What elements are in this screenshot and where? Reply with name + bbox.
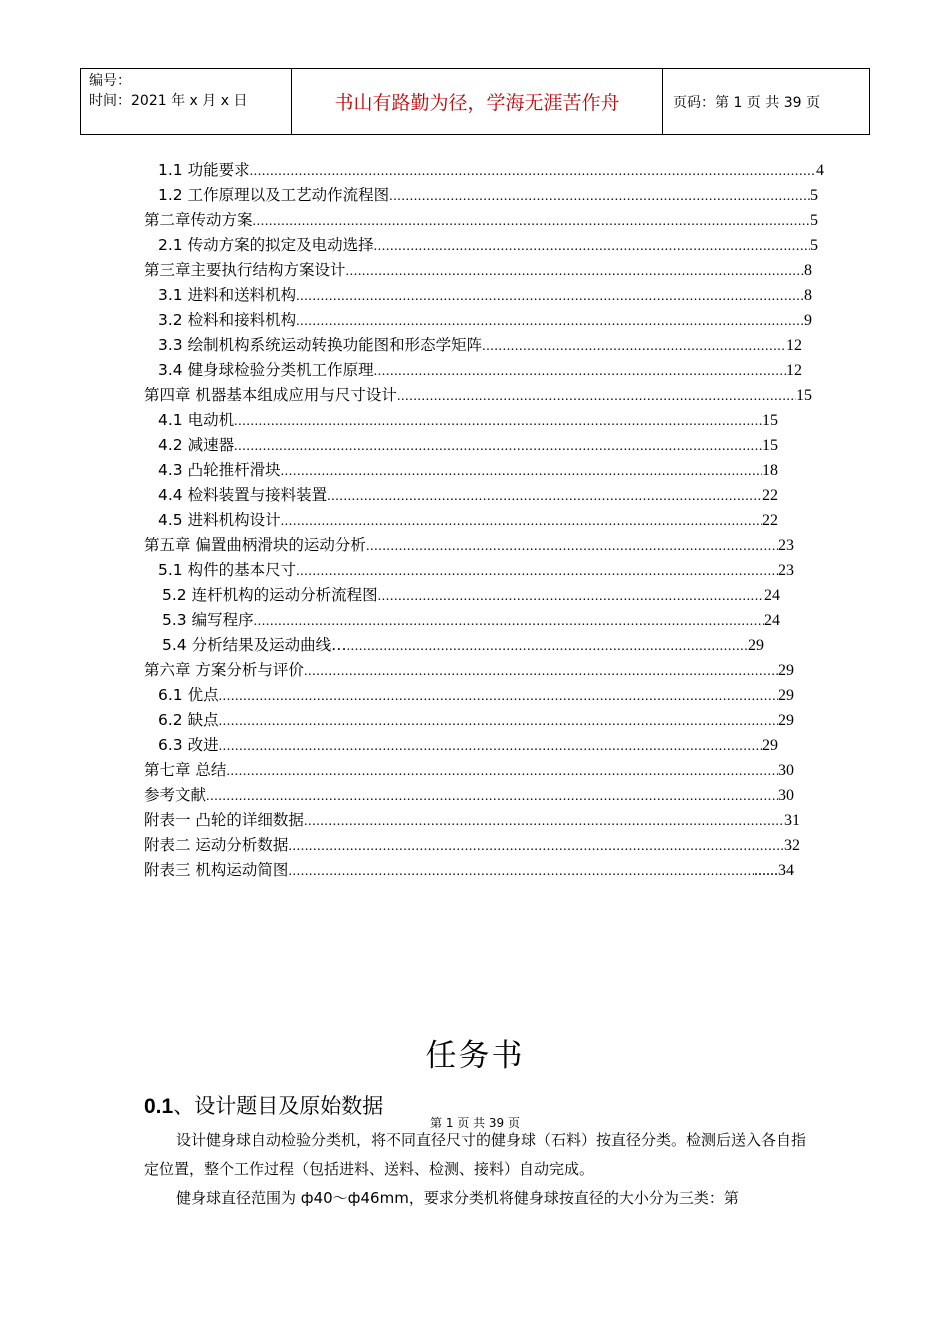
toc-entry-page: 12 — [786, 337, 802, 354]
toc-entry-page: 9 — [804, 312, 812, 329]
toc-entry-page: 15 — [796, 387, 812, 404]
number-label: 编号： — [89, 73, 131, 89]
toc-entry-page: 24 — [764, 612, 780, 629]
header-table — [80, 68, 870, 135]
table-of-contents — [144, 158, 824, 883]
toc-entry[interactable] — [144, 633, 764, 658]
toc-entry-title: 第五章 偏置曲柄滑块的运动分析 — [144, 536, 366, 554]
toc-entry-title: 3.4 健身球检验分类机工作原理 — [158, 361, 374, 379]
toc-entry-title: 6.1 优点 — [158, 686, 219, 704]
toc-dot-leader — [219, 709, 778, 734]
toc-entry-page: 4 — [816, 162, 824, 179]
toc-entry-page: 24 — [764, 587, 780, 604]
toc-entry[interactable] — [144, 333, 802, 358]
toc-entry-page: 22 — [762, 512, 778, 529]
toc-entry-page: 30 — [778, 787, 794, 804]
toc-dot-leader — [296, 309, 804, 334]
toc-entry[interactable] — [144, 583, 780, 608]
toc-entry[interactable] — [144, 258, 812, 283]
toc-dot-leader — [397, 384, 796, 409]
toc-entry-page: 22 — [762, 487, 778, 504]
toc-entry-title: 第四章 机器基本组成应用与尺寸设计 — [144, 386, 397, 404]
toc-entry[interactable] — [144, 183, 818, 208]
toc-entry-page: 5 — [810, 187, 818, 204]
toc-entry-page: 8 — [804, 287, 812, 304]
toc-entry-title: 4.3 凸轮推杆滑块 — [158, 461, 281, 479]
toc-entry-title: 1.2 工作原理以及工艺动作流程图 — [158, 186, 390, 204]
toc-entry[interactable] — [144, 833, 800, 858]
section-title: 、设计题目及原始数据 — [173, 1094, 384, 1118]
toc-dot-leader — [253, 209, 810, 234]
toc-entry-page: 5 — [810, 237, 818, 254]
paragraph-1: 设计健身球自动检验分类机，将不同直径尺寸的健身球（石料）按直径分类。检测后送入各自指定位置，整个工作过程（包括进料、送料、检测、接料）自动完成。 — [144, 1131, 807, 1178]
toc-dot-leader — [219, 684, 778, 709]
toc-entry-title: 4.2 减速器 — [158, 436, 235, 454]
toc-entry-title: 4.5 进料机构设计 — [158, 511, 281, 529]
page-number-cell — [663, 69, 870, 135]
toc-entry-title: 6.3 改进 — [158, 736, 219, 754]
toc-entry-title: 第六章 方案分析与评价 — [144, 661, 304, 679]
toc-entry-title: 附表二 运动分析数据 — [144, 836, 289, 854]
page-number-label: 页码：第 1 页 共 39 页 — [673, 94, 820, 111]
toc-dot-leader — [482, 334, 786, 359]
toc-entry-title: 3.1 进料和送料机构 — [158, 286, 297, 304]
toc-dot-leader — [327, 484, 762, 509]
toc-entry[interactable] — [144, 658, 794, 683]
toc-entry-page: 23 — [778, 562, 794, 579]
toc-dot-leader — [374, 359, 786, 384]
date-label: 时间：2021 年 x 月 x 日 — [89, 93, 248, 109]
toc-entry-title: 5.1 构件的基本尺寸 — [158, 561, 297, 579]
toc-entry[interactable] — [144, 283, 812, 308]
toc-entry-page: 18 — [762, 462, 778, 479]
toc-entry[interactable] — [144, 758, 794, 783]
toc-entry[interactable] — [144, 783, 794, 808]
toc-entry-title: 2.1 传动方案的拟定及电动选择 — [158, 236, 374, 254]
toc-dot-leader — [288, 859, 754, 884]
toc-entry-title: 第三章主要执行结构方案设计 — [144, 261, 346, 279]
toc-dot-leader — [288, 834, 784, 859]
toc-dot-leader — [346, 259, 804, 284]
toc-dot-leader — [347, 634, 748, 659]
toc-dot-leader — [296, 559, 778, 584]
toc-dot-leader — [389, 184, 810, 209]
toc-dot-leader — [296, 284, 804, 309]
toc-entry[interactable] — [144, 858, 794, 883]
toc-entry-page: ......34 — [754, 862, 794, 879]
toc-entry[interactable] — [144, 208, 818, 233]
toc-dot-leader — [304, 809, 784, 834]
page-footer: 第 1 页 共 39 页 — [430, 1116, 520, 1130]
toc-entry-page: 30 — [778, 762, 794, 779]
toc-entry[interactable] — [144, 608, 780, 633]
toc-entry-title: 4.4 检料装置与接料装置 — [158, 486, 328, 504]
toc-entry-page: 12 — [786, 362, 802, 379]
toc-entry-title: 4.1 电动机 — [158, 411, 235, 429]
toc-entry-title: 5.2 连杆机构的运动分析流程图 — [162, 586, 378, 604]
header-info-cell — [81, 69, 292, 135]
toc-entry-title: 5.3 编写程序 — [162, 611, 254, 629]
toc-entry[interactable] — [144, 458, 778, 483]
toc-entry[interactable] — [144, 808, 800, 833]
toc-entry-title: 第二章传动方案 — [144, 211, 253, 229]
toc-entry[interactable] — [144, 558, 794, 583]
toc-dot-leader — [304, 659, 778, 684]
toc-entry[interactable] — [144, 683, 794, 708]
toc-entry[interactable] — [144, 408, 778, 433]
toc-dot-leader — [219, 734, 762, 759]
toc-entry-title: 附表三 机构运动简图 — [144, 861, 289, 879]
toc-entry[interactable] — [144, 733, 778, 758]
section-number: 0.1 — [144, 1095, 174, 1118]
toc-entry-title: 附表一 凸轮的详细数据 — [144, 811, 304, 829]
toc-entry-title: 5.4 分析结果及运动曲线… — [162, 636, 347, 654]
toc-dot-leader — [226, 759, 778, 784]
toc-entry[interactable] — [144, 158, 824, 183]
paragraph-2: 健身球直径范围为 ф40～ф46mm，要求分类机将健身球按直径的大小分为三类：第 — [176, 1189, 739, 1207]
toc-entry-page: 29 — [778, 712, 794, 729]
toc-entry-title: 1.1 功能要求 — [158, 161, 250, 179]
toc-entry-title: 3.2 检料和接料机构 — [158, 311, 297, 329]
toc-dot-leader — [250, 159, 816, 184]
toc-entry-page: 5 — [810, 212, 818, 229]
toc-entry[interactable] — [144, 233, 818, 258]
toc-dot-leader — [366, 534, 778, 559]
motto-text: 书山有路勤为径，学海无涯苦作舟 — [334, 92, 620, 114]
toc-dot-leader — [234, 434, 762, 459]
page-title: 任务书 — [425, 1038, 525, 1074]
toc-dot-leader — [378, 584, 764, 609]
toc-entry-page: 29 — [748, 637, 764, 654]
toc-entry[interactable] — [144, 433, 778, 458]
toc-entry[interactable] — [144, 358, 802, 383]
toc-entry-page: 29 — [762, 737, 778, 754]
toc-entry-page: 31 — [784, 812, 800, 829]
toc-dot-leader — [374, 234, 810, 259]
toc-entry[interactable] — [144, 708, 794, 733]
toc-entry-title: 第七章 总结 — [144, 761, 227, 779]
motto-cell — [292, 69, 663, 135]
toc-entry[interactable] — [144, 508, 778, 533]
toc-entry-page: 29 — [778, 687, 794, 704]
toc-dot-leader — [281, 509, 762, 534]
toc-entry[interactable] — [144, 483, 778, 508]
toc-entry-page: 29 — [778, 662, 794, 679]
toc-dot-leader — [254, 609, 764, 634]
toc-entry-page: 15 — [762, 437, 778, 454]
toc-dot-leader — [281, 459, 762, 484]
toc-entry-title: 3.3 绘制机构系统运动转换功能图和形态学矩阵 — [158, 336, 483, 354]
toc-dot-leader — [234, 409, 762, 434]
toc-entry[interactable] — [144, 383, 812, 408]
toc-entry-page: 32 — [784, 837, 800, 854]
toc-entry[interactable] — [144, 533, 794, 558]
toc-entry-title: 6.2 缺点 — [158, 711, 219, 729]
toc-dot-leader — [206, 784, 778, 809]
toc-entry-page: 8 — [804, 262, 812, 279]
toc-entry-title: 参考文献 — [144, 786, 207, 804]
toc-entry-page: 23 — [778, 537, 794, 554]
toc-entry-page: 15 — [762, 412, 778, 429]
toc-entry[interactable] — [144, 308, 812, 333]
